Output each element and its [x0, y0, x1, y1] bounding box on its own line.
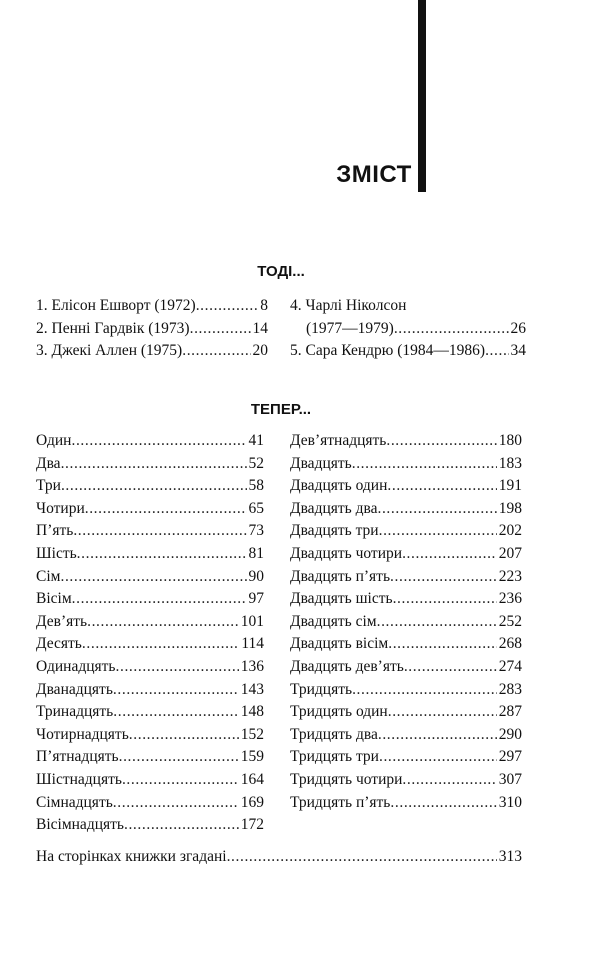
toc-entry	[36, 846, 522, 869]
toc-entry-page: 58	[248, 477, 264, 495]
leader-dots	[113, 701, 238, 724]
toc-entry-label: Вісімнадцять	[36, 816, 124, 834]
toc-entry-page: 52	[248, 454, 264, 472]
toc-entry-page: 8	[260, 297, 268, 314]
toc-entry-page: 169	[240, 793, 264, 811]
toc-entry-label: Двадцять п’ять	[290, 567, 391, 585]
toc-entry-label: Дванадцять	[36, 680, 113, 698]
toc-entry-page: 81	[248, 544, 264, 562]
toc-entry-label: Двадцять три	[290, 522, 379, 540]
toc-entry	[290, 430, 522, 453]
leader-dots	[352, 679, 497, 702]
leader-dots	[377, 611, 497, 634]
toc-entry-label: (1977—1979)	[306, 319, 394, 337]
toc-entry	[290, 498, 522, 521]
toc-entry-label: Тридцять два	[290, 725, 378, 743]
toc-entry	[36, 656, 264, 679]
leader-dots	[390, 566, 497, 589]
leader-dots	[87, 611, 239, 634]
toc-entry	[36, 318, 268, 341]
toc-entry	[36, 453, 264, 476]
toc-entry-label: Тридцять один	[290, 703, 388, 721]
toc-entry	[290, 679, 522, 702]
leader-dots	[402, 543, 497, 566]
toc-entry-page: 136	[240, 657, 264, 675]
leader-dots	[182, 340, 250, 363]
leader-dots	[402, 769, 496, 792]
toc-entry-page: 252	[498, 612, 522, 630]
toc-entry	[290, 566, 522, 589]
toc-entry-page: 90	[248, 567, 264, 585]
toc-entry-page: 143	[240, 680, 264, 698]
leader-dots	[386, 430, 496, 453]
toc-entry-label: Двадцять шість	[290, 590, 393, 608]
toc-entry-page: 198	[498, 499, 522, 517]
toc-entry-label: Чотирнадцять	[36, 725, 129, 743]
toc-entry-label: Сімнадцять	[36, 793, 113, 811]
leader-dots	[393, 588, 497, 611]
toc-entry	[290, 746, 522, 769]
toc-entry	[36, 430, 264, 453]
toc-entry	[290, 633, 522, 656]
toc-entry-label: П’ять	[36, 522, 74, 540]
toc-entry-label: Двадцять чотири	[290, 544, 403, 562]
toc-entry-page: 274	[498, 657, 522, 675]
toc-entry-page: 172	[240, 816, 264, 834]
leader-dots	[60, 566, 246, 589]
toc-entry	[36, 498, 264, 521]
toc-entry-page: 65	[248, 499, 264, 517]
toc-entry	[36, 769, 264, 792]
leader-dots	[404, 656, 497, 679]
toc-entry-page: 307	[498, 770, 522, 788]
toc-entry-label: Вісім	[36, 590, 72, 608]
leader-dots	[116, 656, 239, 679]
toc-entry	[36, 295, 268, 318]
leader-dots	[190, 318, 251, 341]
section-heading-now: ТЕПЕР...	[250, 401, 312, 418]
leader-dots	[390, 792, 496, 815]
then-left-column	[36, 295, 268, 363]
toc-entry-page: 268	[498, 635, 522, 653]
leader-dots	[122, 769, 239, 792]
toc-entry-label: Три	[36, 477, 61, 495]
toc-entry	[290, 701, 522, 724]
toc-entry-label: Тридцять п’ять	[290, 793, 391, 811]
toc-entry	[36, 746, 264, 769]
toc-entry-label: П’ятнадцять	[36, 748, 119, 766]
leader-dots	[113, 679, 239, 702]
toc-entry	[36, 814, 264, 837]
toc-entry	[290, 318, 526, 341]
toc-entry-label: Один	[36, 432, 72, 449]
toc-entry-page: 97	[248, 590, 264, 608]
leader-dots	[388, 701, 497, 724]
toc-entry	[290, 453, 522, 476]
leader-dots	[61, 453, 247, 476]
toc-entry-page: 148	[240, 703, 264, 721]
toc-entry	[290, 295, 526, 318]
leader-dots	[196, 295, 259, 318]
toc-entry-label: Двадцять сім	[290, 612, 377, 630]
leader-dots	[378, 724, 497, 747]
toc-entry-label: Дев’ятнадцять	[290, 432, 387, 449]
footer-entry	[36, 846, 522, 869]
toc-entry	[36, 588, 264, 611]
section-heading-then: ТОДІ...	[257, 263, 305, 280]
toc-entry-page: 164	[240, 770, 264, 788]
toc-entry-page: 20	[252, 342, 268, 360]
toc-entry-label: Десять	[36, 635, 82, 653]
toc-entry	[36, 724, 264, 747]
page-title: ЗМІСТ	[336, 161, 412, 188]
toc-entry-page: 180	[498, 432, 522, 449]
toc-entry-label: Дев’ять	[36, 612, 88, 630]
toc-entry-label: Двадцять	[290, 454, 352, 472]
toc-entry-label: 1. Елісон Ешворт (1972)	[36, 297, 196, 314]
now-right-column	[290, 430, 522, 814]
leader-dots	[485, 340, 508, 363]
toc-entry-label: Тридцять три	[290, 748, 379, 766]
toc-entry-label: Двадцять дев’ять	[290, 657, 404, 675]
toc-entry-page: 14	[252, 319, 268, 337]
toc-entry-label: Тринадцять	[36, 703, 114, 721]
toc-entry-label: Тридцять	[290, 680, 353, 698]
leader-dots	[119, 746, 239, 769]
toc-entry	[290, 724, 522, 747]
toc-entry-label: Чотири	[36, 499, 85, 517]
leader-dots	[77, 543, 247, 566]
toc-entry	[36, 520, 264, 543]
toc-entry-page: 202	[498, 522, 522, 540]
leader-dots	[113, 792, 239, 815]
leader-dots	[85, 498, 247, 521]
toc-entry	[290, 792, 522, 815]
toc-entry-page: 297	[498, 748, 522, 766]
toc-entry-page: 159	[240, 748, 264, 766]
toc-entry-page: 101	[240, 612, 264, 630]
toc-entry-page: 283	[498, 680, 522, 698]
toc-entry-page: 310	[498, 793, 522, 811]
toc-entry	[36, 701, 264, 724]
leader-dots	[71, 430, 246, 453]
toc-entry-page: 73	[248, 522, 264, 540]
leader-dots	[73, 520, 246, 543]
leader-dots	[129, 724, 239, 747]
leader-dots	[387, 475, 496, 498]
toc-entry-label: 3. Джекі Аллен (1975)	[36, 342, 183, 360]
now-left-column	[36, 430, 264, 837]
leader-dots	[394, 318, 509, 341]
toc-entry	[290, 769, 522, 792]
decorative-vertical-bar	[418, 0, 426, 192]
toc-entry-page: 290	[498, 725, 522, 743]
leader-dots	[379, 746, 497, 769]
toc-entry-page: 152	[240, 725, 264, 743]
toc-entry-page: 313	[498, 848, 522, 865]
toc-entry-page: 26	[510, 319, 526, 337]
toc-entry-page: 287	[498, 703, 522, 721]
toc-entry	[36, 611, 264, 634]
toc-entry-label: На сторінках книжки згадані	[36, 848, 227, 865]
toc-entry	[36, 792, 264, 815]
toc-entry-page: 183	[498, 454, 522, 472]
toc-entry-label: Двадцять один	[290, 477, 388, 495]
leader-dots	[72, 588, 247, 611]
toc-entry	[290, 340, 526, 363]
then-right-column	[290, 295, 526, 363]
toc-entry-label: 5. Сара Кендрю (1984—1986)	[290, 342, 486, 360]
toc-entry-label: Тридцять чотири	[290, 770, 403, 788]
toc-entry	[36, 566, 264, 589]
toc-entry	[36, 340, 268, 363]
leader-dots	[124, 814, 239, 837]
toc-entry-label: Одинадцять	[36, 657, 116, 675]
toc-entry-page: 34	[510, 342, 526, 360]
toc-entry	[36, 679, 264, 702]
toc-entry	[36, 475, 264, 498]
leader-dots	[82, 633, 239, 656]
toc-entry-label: Сім	[36, 567, 61, 585]
toc-entry-page: 207	[498, 544, 522, 562]
toc-entry	[290, 475, 522, 498]
toc-entry-page: 41	[248, 432, 264, 449]
toc-entry	[290, 543, 522, 566]
toc-entry	[36, 633, 264, 656]
toc-entry	[290, 611, 522, 634]
toc-entry-label: 2. Пенні Гардвік (1973)	[36, 319, 190, 337]
toc-entry-page: 236	[498, 590, 522, 608]
toc-entry-label: Шістнадцять	[36, 770, 122, 788]
toc-entry-page: 223	[498, 567, 522, 585]
leader-dots	[61, 475, 247, 498]
toc-entry-label: Два	[36, 454, 61, 472]
leader-dots	[379, 520, 497, 543]
toc-entry	[290, 520, 522, 543]
toc-entry	[290, 588, 522, 611]
toc-entry-page: 114	[241, 635, 264, 653]
toc-entry-label: Двадцять вісім	[290, 635, 389, 653]
leader-dots	[377, 498, 496, 521]
toc-entry	[290, 656, 522, 679]
leader-dots	[388, 633, 497, 656]
leader-dots	[227, 846, 497, 869]
toc-entry-page: 191	[498, 477, 522, 495]
toc-entry-label: 4. Чарлі Ніколсон	[290, 297, 407, 314]
toc-entry	[36, 543, 264, 566]
toc-entry-label: Двадцять два	[290, 499, 378, 517]
toc-entry-label: Шість	[36, 544, 77, 562]
leader-dots	[352, 453, 497, 476]
